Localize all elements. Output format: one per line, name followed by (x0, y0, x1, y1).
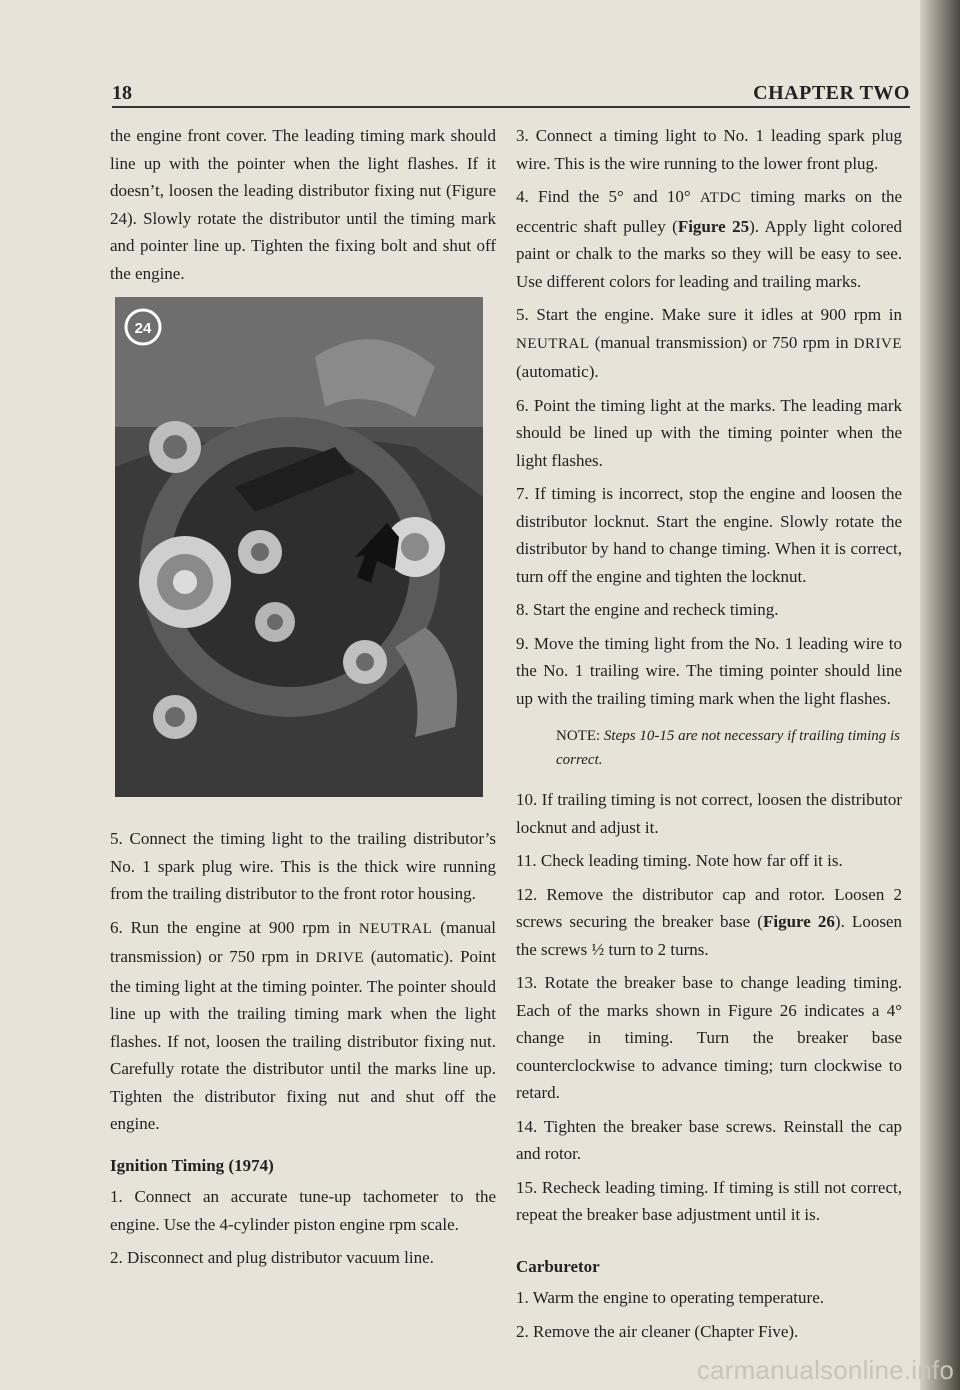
page-edge-shadow (920, 0, 960, 1390)
distributor-photo (115, 297, 483, 797)
step-9: 9. Move the timing light from the No. 1 leading wire to the No. 1 trailing wire. The timing pointer should line up with the trailing timing mark when the light flashes. (516, 633, 902, 708)
step-14: 14. Tighten the breaker base screws. Reinstall the cap and rotor. (516, 1116, 902, 1163)
section-heading-carburetor: Carburetor (516, 1256, 600, 1276)
step-4: 4. Find the 5° and 10° ATDC timing marks on the eccentric shaft pulley (Figure 25). Apply light colored paint or chalk to the marks so they will be easy to see. Use different colors for leading and trailing marks. (516, 187, 902, 291)
page-number: 18 (112, 82, 132, 104)
watermark: carmanualsonline.info (696, 1355, 954, 1385)
step-6: 6. Point the timing light at the marks. The leading mark should be lined up with the timing pointer when the light flashes. (516, 395, 902, 470)
page-header (112, 75, 910, 105)
step-2: 2. Disconnect and plug distributor vacuum line. (110, 1248, 434, 1267)
step-11: 11. Check leading timing. Note how far off it is. (516, 851, 843, 870)
header-rule (112, 106, 910, 108)
left-column (110, 122, 496, 1278)
step-15: 15. Recheck leading timing. If timing is still not correct, repeat the breaker base adjustment until it is. (516, 1177, 902, 1224)
carb-step-2: 2. Remove the air cleaner (Chapter Five). (516, 1321, 799, 1341)
step-7: 7. If timing is incorrect, stop the engine and loosen the distributor locknut. Start the engine. Slowly rotate the distributor by hand to change timing. When it is correct, turn off the engine and tighten the locknut. (516, 484, 902, 586)
step-3: 3. Connect a timing light to No. 1 leading spark plug wire. This is the wire running to the lower front plug. (516, 126, 902, 173)
step-12: 12. Remove the distributor cap and rotor. Loosen 2 screws securing the breaker base (Figure 26). Loosen the screws ½ turn to 2 turns. (516, 884, 902, 959)
step-1: 1. Connect an accurate tune-up tachometer to the engine. Use the 4-cylinder piston engine rpm scale. (110, 1187, 496, 1234)
paragraph-continuation: the engine front cover. The leading timing mark should line up with the pointer when the light flashes. If it doesn’t, loosen the leading distributor fixing nut (Figure 24). Slowly rotate the distributor until the timing mark and pointer line up. Tighten the fixing bolt and shut off the engine. (110, 126, 496, 283)
carb-step-1: 1. Warm the engine to operating temperature. (516, 1288, 824, 1307)
figure-label: 24 (134, 320, 152, 337)
step-5-trailing: 5. Connect the timing light to the trailing distributor’s No. 1 spark plug wire. This is the thick wire running from the trailing distributor to the front rotor housing. (110, 829, 496, 903)
section-heading-ignition-timing: Ignition Timing (1974) (110, 1155, 274, 1175)
step-6-trailing: 6. Run the engine at 900 rpm in NEUTRAL (manual transmission) or 750 rpm in DRIVE (automatic). Point the timing light at the timing pointer. The pointer should line up with the trailing timing mark when the light flashes. If not, loosen the trailing distributor fixing nut. Carefully rotate the distributor until the marks line up. Tighten the distributor fixing nut and shut off the engine. (110, 917, 496, 1133)
step-5: 5. Start the engine. Make sure it idles at 900 rpm in NEUTRAL (manual transmission) or 750 rpm in DRIVE (automatic). (516, 305, 902, 381)
note: NOTE: Steps 10-15 are not necessary if trailing timing is correct. (556, 728, 901, 768)
step-10: 10. If trailing timing is not correct, loosen the distributor locknut and adjust it. (516, 790, 902, 837)
step-13: 13. Rotate the breaker base to change leading timing. Each of the marks shown in Figure 26 indicates a 4° change in timing. Turn the breaker base counterclockwise to advance timing; turn clockwise to retard. (516, 973, 902, 1102)
step-8: 8. Start the engine and recheck timing. (516, 600, 779, 619)
figure-24-photo (115, 297, 483, 797)
chapter-title: CHAPTER TWO (753, 82, 910, 104)
right-column (516, 122, 902, 1351)
